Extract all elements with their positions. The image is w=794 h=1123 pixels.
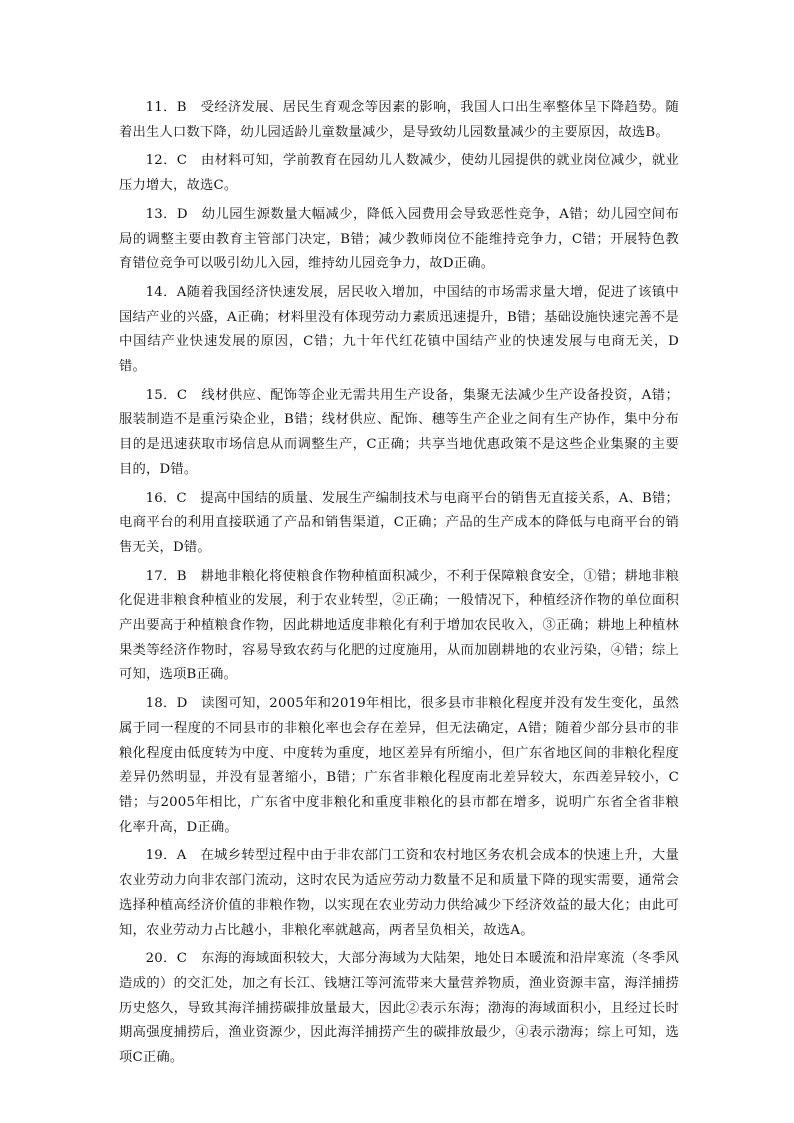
answer-item-11 <box>119 96 679 145</box>
answer-explanation: 随着我国经济快速发展，居民收入增加，中国结的市场需求量大增，促进了该镇中国结产业的兴盛，A正确；材料里没有体现劳动力素质迅速提升，B错；基础设施快速完善不是中国结产业快速发展的原因，C错；九十年代红花镇中国结产业的快速发展与电商无关，D错。 <box>119 284 679 375</box>
answer-explanation: 提高中国结的质量、发展生产编制技术与电商平台的销售无直接关系，A、B错；电商平台的利用直接联通了产品和销售渠道，C正确；产品的生产成本的降低与电商平台的销售无关，D错。 <box>119 490 679 555</box>
answer-explanation: 幼儿园生源数量大幅减少，降低入园费用会导致恶性竞争，A错；幼儿园空间布局的调整主要由教育主管部门决定，B错；减少教师岗位不能维持竞争力，C错；开展特色教育错位竞争可以吸引幼儿入园，维持幼儿园竞争力，故D正确。 <box>119 206 679 272</box>
answer-number: 20．C <box>145 951 188 967</box>
answer-number: 15．C <box>145 387 188 403</box>
answer-number: 12．C <box>145 153 188 169</box>
answer-item-20 <box>119 947 679 1071</box>
answer-explanation: 受经济发展、居民生育观念等因素的影响，我国人口出生率整体呈下降趋势。随着出生人口数下降，幼儿园适龄儿童数量减少，是导致幼儿园数量减少的主要原因，故选B。 <box>119 100 680 140</box>
answer-number: 19．A <box>145 848 187 864</box>
answer-number: 14．A <box>145 284 187 300</box>
answer-explanation: 耕地非粮化将使粮食作物种植面积减少，不利于保障粮食安全，①错；耕地非粮化促进非粮食种植业的发展，利于农业转型，②正确；一般情况下，种植经济作物的单位面积产出要高于种植粮食作物，因此耕地适度非粮化有利于增加农民收入，③正确；耕地上种植林果类等经济作物时，容易导致农药与化肥的过度施用，从而加剧耕地的农业污染，④错；综上可知，选项B正确。 <box>119 568 680 683</box>
answer-explanation: 读图可知，2005年和2019年相比，很多县市非粮化程度并没有发生变化，虽然属于同一程度的不同县市的非粮化率也会存在差异，但无法确定，A错；随着少部分县市的非粮化程度由低度转为中度、中度转为重度，地区差异有所缩小，但广东省地区间的非粮化程度差异仍然明显，并没有显著缩小，B错；广东省非粮化程度南北差异较大，东西差异较小，C错；与2005年相比，广东省中度非粮化和重度非粮化的县市都在增多，说明广东省全省非粮化率升高，D正确。 <box>119 696 680 835</box>
answer-item-19 <box>119 844 679 943</box>
answer-item-18 <box>119 692 679 840</box>
answer-explanation: 在城乡转型过程中由于非农部门工资和农村地区务农机会成本的快速上升，大量农业劳动力向非农部门流动，这时农民为适应劳动力数量不足和质量下降的现实需要，通常会选择种植高经济价值的非粮作物，以实现在农业劳动力供给减少下经济效益的最大化；由此可知，农业劳动力占比越小，非粮化率就越高，两者呈负相关，故选A。 <box>119 848 680 938</box>
answer-explanations <box>119 96 679 1075</box>
answer-item-14 <box>119 281 679 380</box>
answer-number: 11．B <box>145 100 187 115</box>
answer-item-13 <box>119 203 679 277</box>
answer-item-15 <box>119 384 679 483</box>
answer-item-16 <box>119 487 679 561</box>
answer-number: 17．B <box>145 568 187 584</box>
answer-number: 13．D <box>145 206 188 222</box>
answer-explanation: 线材供应、配饰等企业无需共用生产设备，集聚无法减少生产设备投资，A错；服装制造不是重污染企业，B错；线材供应、配饰、穗等生产企业之间有生产协作，集中分布目的是迅速获取市场信息从而调整生产，C正确；共享当地优惠政策不是这些企业集聚的主要目的，D错。 <box>119 387 679 477</box>
answer-explanation: 东海的海域面积较大，大部分海域为大陆架，地处日本暖流和沿岸寒流（冬季风造成的）的交汇处，加之有长江、钱塘江等河流带来大量营养物质，渔业资源丰富，海洋捕捞历史悠久，导致其海洋捕捞碳排放量最大，因此②表示东海；渤海的海域面积小，且经过长时期高强度捕捞后，渔业资源少，因此海洋捕捞产生的碳排放最少，④表示渤海；综上可知，选项C正确。 <box>119 951 680 1066</box>
answer-item-17 <box>119 565 679 689</box>
answer-number: 16．C <box>145 490 187 506</box>
answer-item-12 <box>119 149 679 198</box>
answer-explanation: 由材料可知，学前教育在园幼儿人数减少，使幼儿园提供的就业岗位减少，就业压力增大，故选C。 <box>119 153 680 194</box>
answer-number: 18．D <box>145 696 188 712</box>
